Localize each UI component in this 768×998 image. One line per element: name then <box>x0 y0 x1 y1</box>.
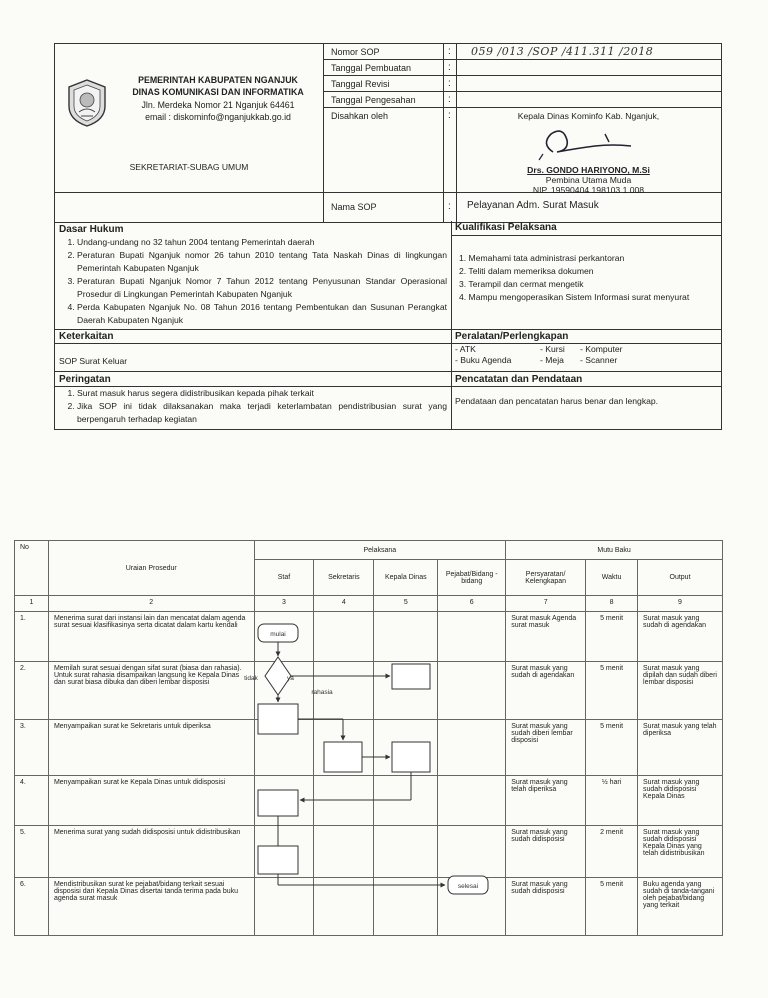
row-output: Surat masuk yang sudah di agendakan <box>638 612 723 662</box>
list-item: 1. Undang-undang no 32 tahun 2004 tentang Pemerintah daerah <box>77 236 447 249</box>
no-label: tidak <box>244 675 258 682</box>
row-persyaratan: Surat masuk yang telah diperiksa <box>506 776 586 826</box>
start-label: mulai <box>270 631 286 638</box>
list-item: - Kursi <box>540 344 565 354</box>
keterkaitan-title: Keterkaitan <box>59 331 114 342</box>
label-tanggal-pembuatan: Tanggal Pembuatan <box>331 63 412 73</box>
colon: : <box>448 62 451 73</box>
signer-nip: NIP. 19590404 198103 1 008 <box>532 185 645 195</box>
end-label: selesai <box>457 883 479 890</box>
colon: : <box>448 94 451 105</box>
header-uraian: Uraian Prosedur <box>48 541 254 596</box>
row-waktu: 5 menit <box>586 662 638 720</box>
col-number: 9 <box>638 596 723 612</box>
list-item: 2. Teliti dalam memeriksa dokumen <box>459 266 594 276</box>
header-persyaratan: Persyaratan/ Kelengkapan <box>506 560 586 596</box>
process-box-staf-3 <box>258 704 298 734</box>
row-no: 1. <box>15 612 49 662</box>
col-number: 4 <box>314 596 374 612</box>
org-email: email : diskominfo@nganjukkab.go.id <box>145 112 291 122</box>
list-item: - ATK <box>455 344 476 354</box>
row-uraian: Menerima surat yang sudah didisposisi untuk didistribusikan <box>48 826 254 878</box>
row-waktu: 2 menit <box>586 826 638 878</box>
row-output: Surat masuk yang dipilah dan sudah diberi lembar disposisi <box>638 662 723 720</box>
process-box-kadin-4 <box>392 742 430 772</box>
colon: : <box>448 46 451 57</box>
colon: : <box>448 78 451 89</box>
peringatan-title: Peringatan <box>59 374 111 385</box>
list-item: 2. Jika SOP ini tidak dilaksanakan maka terjadi keterlambatan pendistribusian surat yang berpengaruh terhadap kegiatan <box>77 400 447 426</box>
peralatan-title: Peralatan/Perlengkapan <box>455 331 569 342</box>
label-disahkan-oleh: Disahkan oleh <box>331 111 389 121</box>
header-staf: Staf <box>254 560 314 596</box>
org-department: DINAS KOMUNIKASI DAN INFORMATIKA <box>132 87 304 97</box>
secret-label: rahasia <box>311 689 333 696</box>
row-waktu: 5 menit <box>586 720 638 776</box>
col-number: 8 <box>586 596 638 612</box>
process-box-staf-5 <box>258 790 298 816</box>
col-number: 7 <box>506 596 586 612</box>
row-output: Surat masuk yang sudah didisposisi Kepala Dinas yang telah didistribusikan <box>638 826 723 878</box>
header-waktu: Waktu <box>586 560 638 596</box>
nama-sop-value: Pelayanan Adm. Surat Masuk <box>467 200 599 211</box>
header-kepala-dinas: Kepala Dinas <box>374 560 438 596</box>
col-number: 6 <box>438 596 506 612</box>
row-output: Surat masuk yang telah diperiksa <box>638 720 723 776</box>
col-number: 2 <box>48 596 254 612</box>
row-persyaratan: Surat masuk yang sudah didisposisi <box>506 878 586 936</box>
header-output: Output <box>638 560 723 596</box>
row-persyaratan: Surat masuk yang sudah di agendakan <box>506 662 586 720</box>
dasar-hukum-title: Dasar Hukum <box>59 224 124 235</box>
row-output: Surat masuk yang sudah didisposisi Kepala Dinas <box>638 776 723 826</box>
row-no: 4. <box>15 776 49 826</box>
yes-label: ya <box>287 675 294 682</box>
org-address: Jln. Merdeka Nomor 21 Nganjuk 64461 <box>141 100 295 110</box>
row-no: 2. <box>15 662 49 720</box>
process-box-kadin-rahasia <box>392 664 430 689</box>
list-item: 1. Surat masuk harus segera didistribusikan kepada pihak terkait <box>77 387 447 400</box>
kualifikasi-title: Kualifikasi Pelaksana <box>455 222 557 233</box>
label-nama-sop: Nama SOP <box>331 202 377 212</box>
row-uraian: Memilah surat sesuai dengan sifat surat (biasa dan rahasia). Untuk surat rahasia disampaikan langsung ke Kepala Dinas dan surat biasa dibuka dan diberi lembar disposisi <box>48 662 254 720</box>
col-number: 1 <box>15 596 49 612</box>
list-item: - Meja <box>540 355 564 365</box>
row-uraian: Mendistribusikan surat ke pejabat/bidang terkait sesuai disposisi dari Kepala Dinas disertai tanda terima pada buku agenda surat masuk <box>48 878 254 936</box>
list-item: 3. Peraturan Bupati Nganjuk Nomor 7 Tahun 2012 tentang Penyusunan Standar Operasional Prosedur di Lingkungan Pemerintah Kabupaten Nganjuk <box>77 275 447 301</box>
list-item: 1. Memahami tata administrasi perkantoran <box>459 253 625 263</box>
row-output: Buku agenda yang sudah di tanda-tangani oleh pejabat/bidang yang terkait <box>638 878 723 936</box>
row-waktu: 5 menit <box>586 612 638 662</box>
signer-rank: Pembina Utama Muda <box>545 175 632 185</box>
row-uraian: Menerima surat dari instansi lain dan mencatat dalam agenda surat sesuai klasifikasinya serta dicatat dalam kartu kendali <box>48 612 254 662</box>
row-no: 3. <box>15 720 49 776</box>
org-name: PEMERINTAH KABUPATEN NGANJUK <box>138 75 298 85</box>
row-persyaratan: Surat masuk yang sudah diberi lembar disposisi <box>506 720 586 776</box>
colon: : <box>448 110 451 121</box>
label-nomor-sop: Nomor SOP <box>331 47 380 57</box>
row-waktu: ½ hari <box>586 776 638 826</box>
process-box-staf-6 <box>258 846 298 874</box>
list-item: 3. Terampil dan cermat mengetik <box>459 279 584 289</box>
signer-name: Drs. GONDO HARIYONO, M.Si <box>527 165 650 175</box>
col-number: 3 <box>254 596 314 612</box>
list-item: 4. Perda Kabupaten Nganjuk No. 08 Tahun 2016 tentang Pembentukan dan Susunan Perangkat Daerah Kabupaten Nganjuk <box>77 301 447 327</box>
row-persyaratan: Surat masuk yang sudah didisposisi <box>506 826 586 878</box>
label-tanggal-pengesahan: Tanggal Pengesahan <box>331 95 416 105</box>
header-mutu-baku: Mutu Baku <box>506 541 723 560</box>
keterkaitan-value: SOP Surat Keluar <box>59 356 128 366</box>
header-pelaksana: Pelaksana <box>254 541 506 560</box>
row-no: 5. <box>15 826 49 878</box>
nomor-sop-value: 059 /013 /SOP /411.311 /2018 <box>471 45 654 58</box>
unit-name: SEKRETARIAT-SUBAG UMUM <box>129 162 249 172</box>
row-uraian: Menyampaikan surat ke Sekretaris untuk diperiksa <box>48 720 254 776</box>
row-uraian: Menyampaikan surat ke Kepala Dinas untuk didisposisi <box>48 776 254 826</box>
list-item: - Scanner <box>580 355 618 365</box>
header-no: No <box>15 541 49 596</box>
row-persyaratan: Surat masuk Agenda surat masuk <box>506 612 586 662</box>
col-number: 5 <box>374 596 438 612</box>
pencatatan-title: Pencatatan dan Pendataan <box>455 374 583 385</box>
row-waktu: 5 menit <box>586 878 638 936</box>
label-tanggal-revisi: Tanggal Revisi <box>331 79 390 89</box>
row-no: 6. <box>15 878 49 936</box>
list-item: 4. Mampu mengoperasikan Sistem Informasi surat menyurat <box>459 292 690 302</box>
colon: : <box>448 201 451 212</box>
header-pejabat: Pejabat/Bidang -bidang <box>438 560 506 596</box>
list-item: - Komputer <box>580 344 623 354</box>
disahkan-oleh-value: Kepala Dinas Kominfo Kab. Nganjuk, <box>517 111 660 121</box>
header-sekretaris: Sekretaris <box>314 560 374 596</box>
process-box-sekretaris-4 <box>324 742 362 772</box>
pencatatan-value: Pendataan dan pencatatan harus benar dan lengkap. <box>455 396 659 406</box>
list-item: 2. Peraturan Bupati Nganjuk nomor 26 tahun 2010 tentang Tata Naskah Dinas di lingkungan Pemerintah Kabupaten Nganjuk <box>77 249 447 275</box>
list-item: - Buku Agenda <box>455 355 512 365</box>
